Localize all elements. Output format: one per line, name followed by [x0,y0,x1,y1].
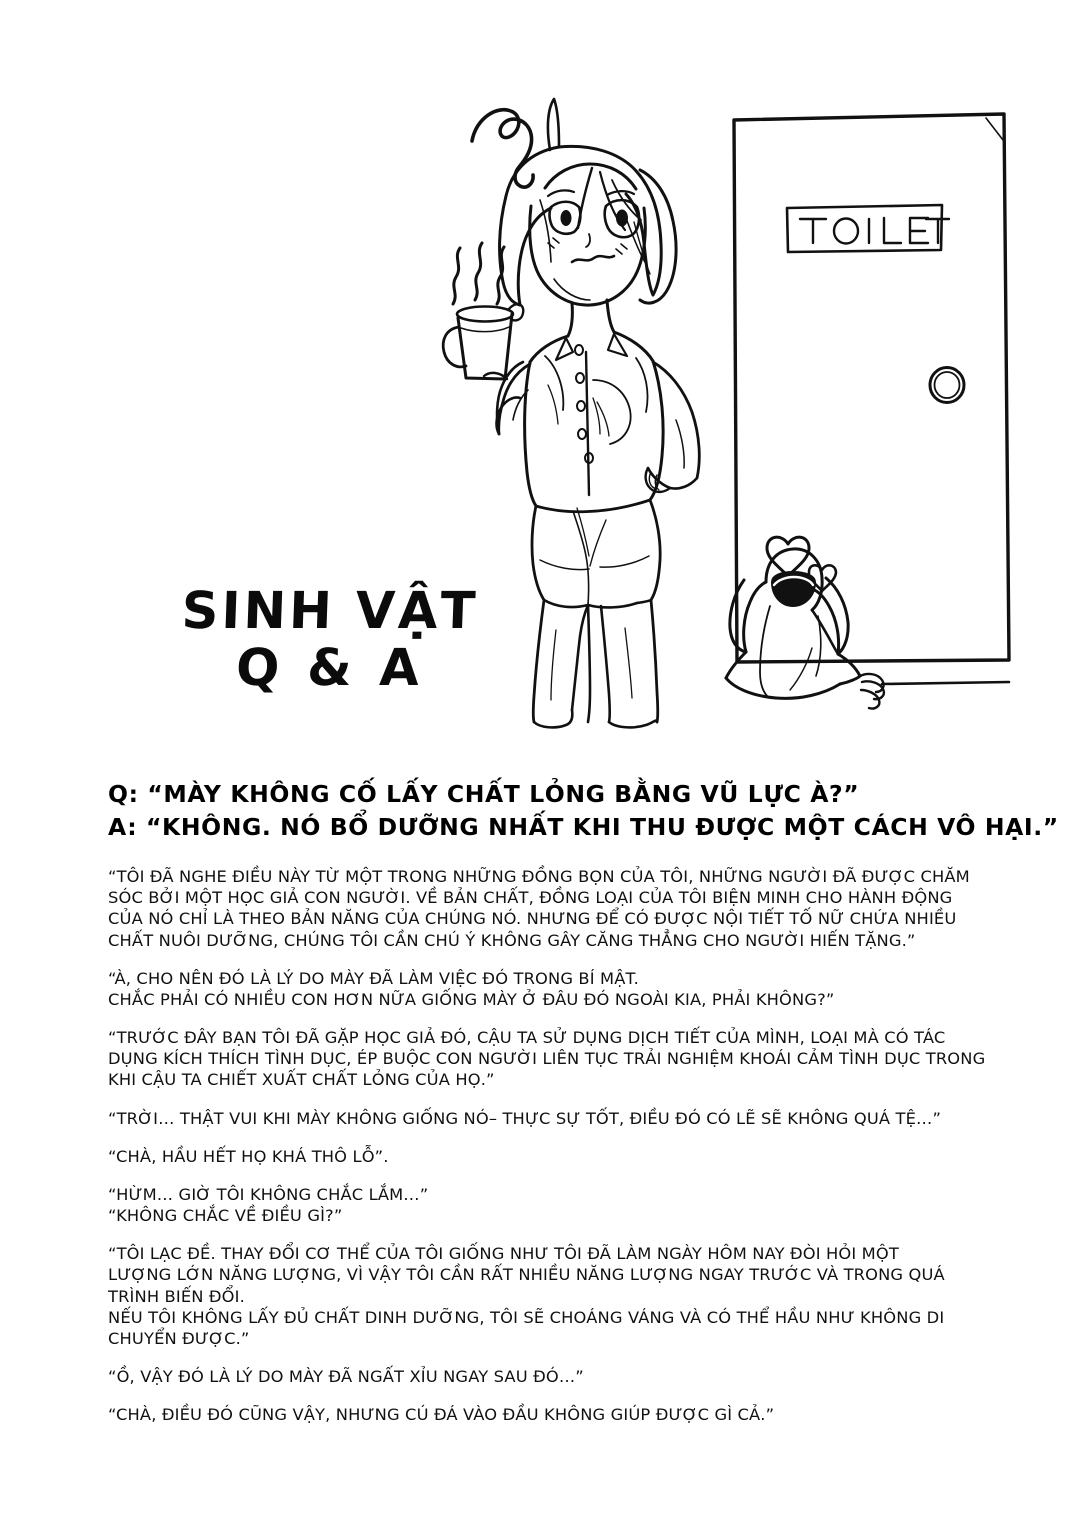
text-line: SÓC BỞI MỘT HỌC GIẢ CON NGƯỜI. VỀ BẢN CHẤT, ĐỒNG LOẠI CỦA TÔI BIỆN MINH CHO HÀNH ĐỘNG [108,888,953,908]
paragraph-8 [108,1366,1013,1387]
text-line: CHẮC PHẢI CÓ NHIỀU CON HƠN NỮA GIỐNG MÀY Ở ĐÂU ĐÓ NGOÀI KIA, PHẢI KHÔNG?” [108,989,835,1009]
text-line: TRÌNH BIẾN ĐỔI. [108,1286,245,1306]
girl-body [484,332,699,727]
annoyance-squiggle [472,110,533,187]
qa-heading-block [108,778,1059,845]
body-text-block [108,866,1013,1425]
text-line: “TÔI ĐÃ NGHE ĐIỀU NÀY TỪ MỘT TRONG NHỮNG ĐỒNG BỌN CỦA TÔI, NHỮNG NGƯỜI ĐÃ ĐƯỢC CHĂM [108,867,970,886]
text-line: KHI CẬU TA CHIẾT XUẤT CHẤT LỎNG CỦA HỌ.” [108,1070,495,1090]
text-line: “Ồ, VẬY ĐÓ LÀ LÝ DO MÀY ĐÃ NGẤT XỈU NGAY SAU ĐÓ…” [108,1367,584,1387]
steam-wisps [453,243,504,304]
paragraph-5 [108,1146,1013,1167]
paragraph-1 [108,866,1013,951]
text-line: “À, CHO NÊN ĐÓ LÀ LÝ DO MÀY ĐÃ LÀM VIỆC ĐÓ TRONG BÍ MẬT. [108,968,639,988]
slime-creature [726,549,1009,709]
door-sign [787,205,949,252]
girl-head [500,99,677,336]
text-line: “TÔI LẠC ĐỀ. THAY ĐỔI CƠ THỂ CỦA TÔI GIỐNG NHƯ TÔI ĐÃ LÀM NGÀY HÔM NAY ĐÒI HỎI MỘT [108,1244,899,1264]
text-line: “TRƯỚC ĐÂY BẠN TÔI ĐÃ GẶP HỌC GIẢ ĐÓ, CẬU TA SỬ DỤNG DỊCH TIẾT CỦA MÌNH, LOẠI MÀ CÓ TÁC [108,1028,946,1048]
paragraph-2 [108,968,1013,1010]
text-line: CỦA NÓ CHỈ LÀ THEO BẢN NĂNG CỦA CHÚNG NÓ. NHƯNG ĐỂ CÓ ĐƯỢC NỘI TIẾT TỐ NỮ CHỨA NHIỀU [108,909,957,929]
text-line: “CHÀ, HẦU HẾT HỌ KHÁ THÔ LỖ”. [108,1146,389,1166]
text-line: LƯỢNG LỚN NĂNG LƯỢNG, VÌ VẬY TÔI CẦN RẤT NHIỀU NĂNG LƯỢNG NGAY TRƯỚC VÀ TRONG QUÁ [108,1265,945,1285]
qa-answer: A: “KHÔNG. NÓ BỔ DƯỠNG NHẤT KHI THU ĐƯỢC MỘT CÁCH VÔ HẠI.” [108,813,1059,842]
page-title [165,582,495,698]
text-line: “HỪM… GIỜ TÔI KHÔNG CHẮC LẮM…” [108,1184,429,1204]
text-line: “TRỜI… THẬT VUI KHI MÀY KHÔNG GIỐNG NÓ– THỰC SỰ TỐT, ĐIỀU ĐÓ CÓ LẼ SẼ KHÔNG QUÁ TỆ…” [108,1108,942,1128]
title-line-2: Q & A [235,639,425,698]
door-knob [930,368,964,403]
paragraph-6 [108,1184,1013,1226]
mug [443,304,523,379]
text-line: NẾU TÔI KHÔNG LẤY ĐỦ CHẤT DINH DƯỠNG, TÔI SẼ CHOÁNG VÁNG VÀ CÓ THỂ HẦU NHƯ KHÔNG DI [108,1307,945,1327]
text-line: “CHÀ, ĐIỀU ĐÓ CŨNG VẬY, NHƯNG CÚ ĐÁ VÀO ĐẦU KHÔNG GIÚP ĐƯỢC GÌ CẢ.” [108,1405,775,1425]
paragraph-9 [108,1404,1013,1425]
text-line: CHUYỂN ĐƯỢC.” [108,1328,250,1348]
title-line-1: SINH VẬT [180,582,480,641]
paragraph-7 [108,1243,1013,1349]
paragraph-3 [108,1027,1013,1091]
text-line: “KHÔNG CHẮC VỀ ĐIỀU GÌ?” [108,1206,343,1226]
text-line: DỤNG KÍCH THÍCH TÌNH DỤC, ÉP BUỘC CON NGƯỜI LIÊN TỤC TRẢI NGHIỆM KHOÁI CẢM TÌNH DỤC TRONG [108,1049,986,1069]
paragraph-4 [108,1108,1013,1129]
text-line: CHẤT NUÔI DƯỠNG, CHÚNG TÔI CẦN CHÚ Ý KHÔNG GÂY CĂNG THẲNG CHO NGƯỜI HIẾN TẶNG.” [108,930,916,950]
qa-question: Q: “MÀY KHÔNG CỐ LẤY CHẤT LỎNG BẰNG VŨ LỰC À?” [108,780,860,808]
